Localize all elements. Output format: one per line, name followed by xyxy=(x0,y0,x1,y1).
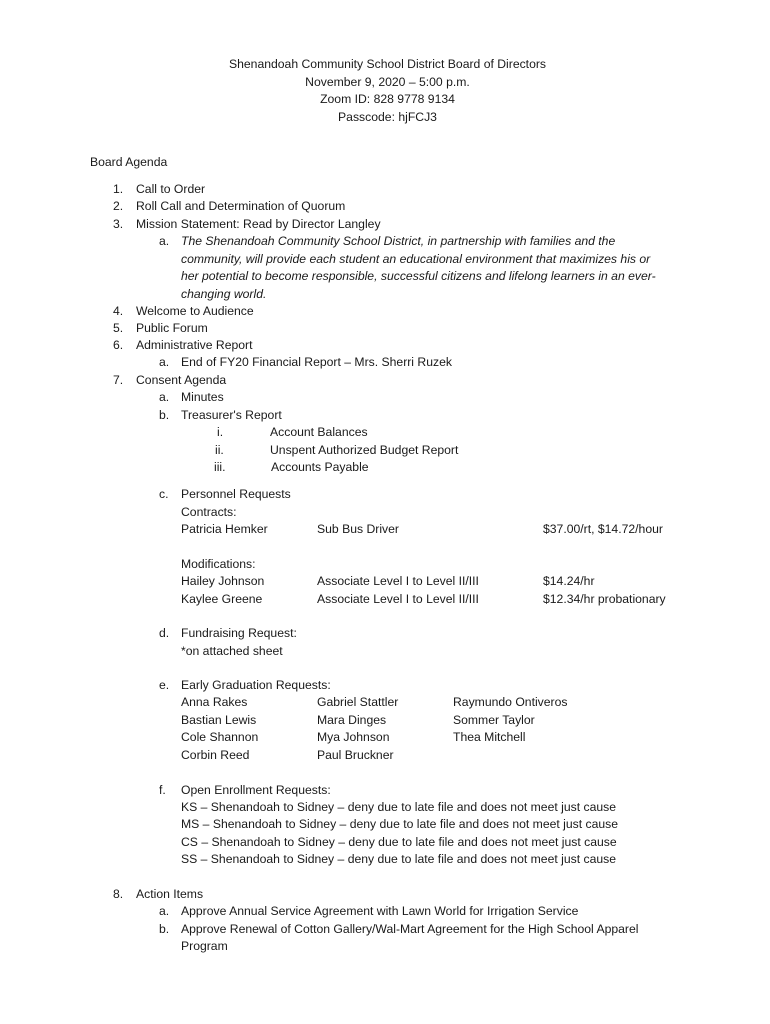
subitem-letter: b. xyxy=(159,922,170,936)
header-date: November 9, 2020 – 5:00 p.m. xyxy=(305,74,470,89)
mission-text-line: The Shenandoah Community School District, in partnership with families and the xyxy=(181,234,616,248)
open-enrollment-line: KS – Shenandoah to Sidney – deny due to late file and does not meet just cause xyxy=(181,800,616,814)
open-enrollment-line: MS – Shenandoah to Sidney – deny due to late file and does not meet just cause xyxy=(181,817,619,831)
mission-text-line: changing world. xyxy=(181,287,267,301)
personnel-position: Associate Level I to Level II/III xyxy=(317,574,479,588)
mission-text-line: her potential to become responsible, successful citizens and lifelong learners in an ever- xyxy=(181,269,656,283)
subitem-open-enrollment: Open Enrollment Requests: xyxy=(181,783,331,797)
item-number: 7. xyxy=(113,373,124,387)
subitem-fundraising-request: Fundraising Request: xyxy=(181,626,297,640)
item-roll-call: Roll Call and Determination of Quorum xyxy=(136,199,346,213)
roman-numeral: iii. xyxy=(214,460,226,474)
item-number: 2. xyxy=(113,199,124,213)
item-welcome: Welcome to Audience xyxy=(136,304,254,318)
subitem-early-graduation: Early Graduation Requests: xyxy=(181,678,331,692)
item-call-to-order: Call to Order xyxy=(136,182,206,196)
fundraising-note: *on attached sheet xyxy=(181,644,283,658)
item-number: 1. xyxy=(113,182,124,196)
student-name: Cole Shannon xyxy=(181,730,259,744)
treasurer-item: Unspent Authorized Budget Report xyxy=(270,443,459,457)
subitem-letter: c. xyxy=(159,487,169,501)
personnel-pay: $37.00/rt, $14.72/hour xyxy=(543,522,663,536)
item-number: 6. xyxy=(113,338,124,352)
header-zoom-id: Zoom ID: 828 9778 9134 xyxy=(320,92,455,106)
subitem-minutes: Minutes xyxy=(181,390,224,404)
student-name: Mara Dinges xyxy=(317,713,387,727)
personnel-pay: $12.34/hr probationary xyxy=(543,592,666,606)
subitem-letter: b. xyxy=(159,408,170,422)
subitem-personnel-requests: Personnel Requests xyxy=(181,487,291,501)
subitem-letter: f. xyxy=(159,783,166,797)
mission-text-line: community, will provide each student an educational environment that maximizes his or xyxy=(181,252,651,266)
subitem-letter: d. xyxy=(159,626,170,640)
subitem-letter: a. xyxy=(159,904,170,918)
agenda-title: Board Agenda xyxy=(90,155,168,169)
action-cotton-gallery: Approve Renewal of Cotton Gallery/Wal-Mart Agreement for the High School Apparel xyxy=(181,922,639,936)
student-name: Raymundo Ontiveros xyxy=(453,695,568,709)
action-cotton-gallery-cont: Program xyxy=(181,939,228,953)
subitem-financial-report: End of FY20 Financial Report – Mrs. Sherri Ruzek xyxy=(181,355,452,369)
item-number: 3. xyxy=(113,217,124,231)
header-title: Shenandoah Community School District Board of Directors xyxy=(228,57,547,71)
roman-numeral: ii. xyxy=(215,443,224,457)
action-lawn-world: Approve Annual Service Agreement with Lawn World for Irrigation Service xyxy=(181,904,579,918)
student-name: Mya Johnson xyxy=(317,730,390,744)
subitem-treasurers-report: Treasurer's Report xyxy=(181,408,282,422)
personnel-pay: $14.24/hr xyxy=(543,574,595,588)
item-consent-agenda: Consent Agenda xyxy=(136,373,227,387)
student-name: Paul Bruckner xyxy=(317,748,394,762)
personnel-position: Sub Bus Driver xyxy=(317,522,399,536)
modifications-label: Modifications: xyxy=(181,557,256,571)
treasurer-item: Accounts Payable xyxy=(271,460,369,474)
item-number: 5. xyxy=(113,321,124,335)
contracts-label: Contracts: xyxy=(181,505,237,519)
student-name: Corbin Reed xyxy=(181,748,250,762)
header-passcode: Passcode: hjFCJ3 xyxy=(338,109,437,124)
personnel-name: Hailey Johnson xyxy=(181,574,265,588)
open-enrollment-line: SS – Shenandoah to Sidney – deny due to late file and does not meet just cause xyxy=(181,852,616,866)
item-administrative-report: Administrative Report xyxy=(136,338,253,352)
subitem-letter: a. xyxy=(159,355,170,369)
open-enrollment-line: CS – Shenandoah to Sidney – deny due to late file and does not meet just cause xyxy=(181,835,617,849)
roman-numeral: i. xyxy=(217,425,224,439)
treasurer-item: Account Balances xyxy=(270,425,368,439)
student-name: Gabriel Stattler xyxy=(317,695,399,709)
student-name: Sommer Taylor xyxy=(453,713,535,727)
item-public-forum: Public Forum xyxy=(136,321,208,335)
student-name: Thea Mitchell xyxy=(453,730,526,744)
personnel-name: Patricia Hemker xyxy=(181,522,268,536)
student-name: Anna Rakes xyxy=(181,695,248,709)
subitem-letter: a. xyxy=(159,234,170,248)
personnel-position: Associate Level I to Level II/III xyxy=(317,592,479,606)
student-name: Bastian Lewis xyxy=(181,713,257,727)
item-action-items: Action Items xyxy=(136,887,204,901)
item-mission-statement: Mission Statement: Read by Director Langley xyxy=(136,217,381,231)
personnel-name: Kaylee Greene xyxy=(181,592,263,606)
item-number: 4. xyxy=(113,304,124,318)
subitem-letter: e. xyxy=(159,678,170,692)
item-number: 8. xyxy=(113,887,124,901)
subitem-letter: a. xyxy=(159,390,170,404)
